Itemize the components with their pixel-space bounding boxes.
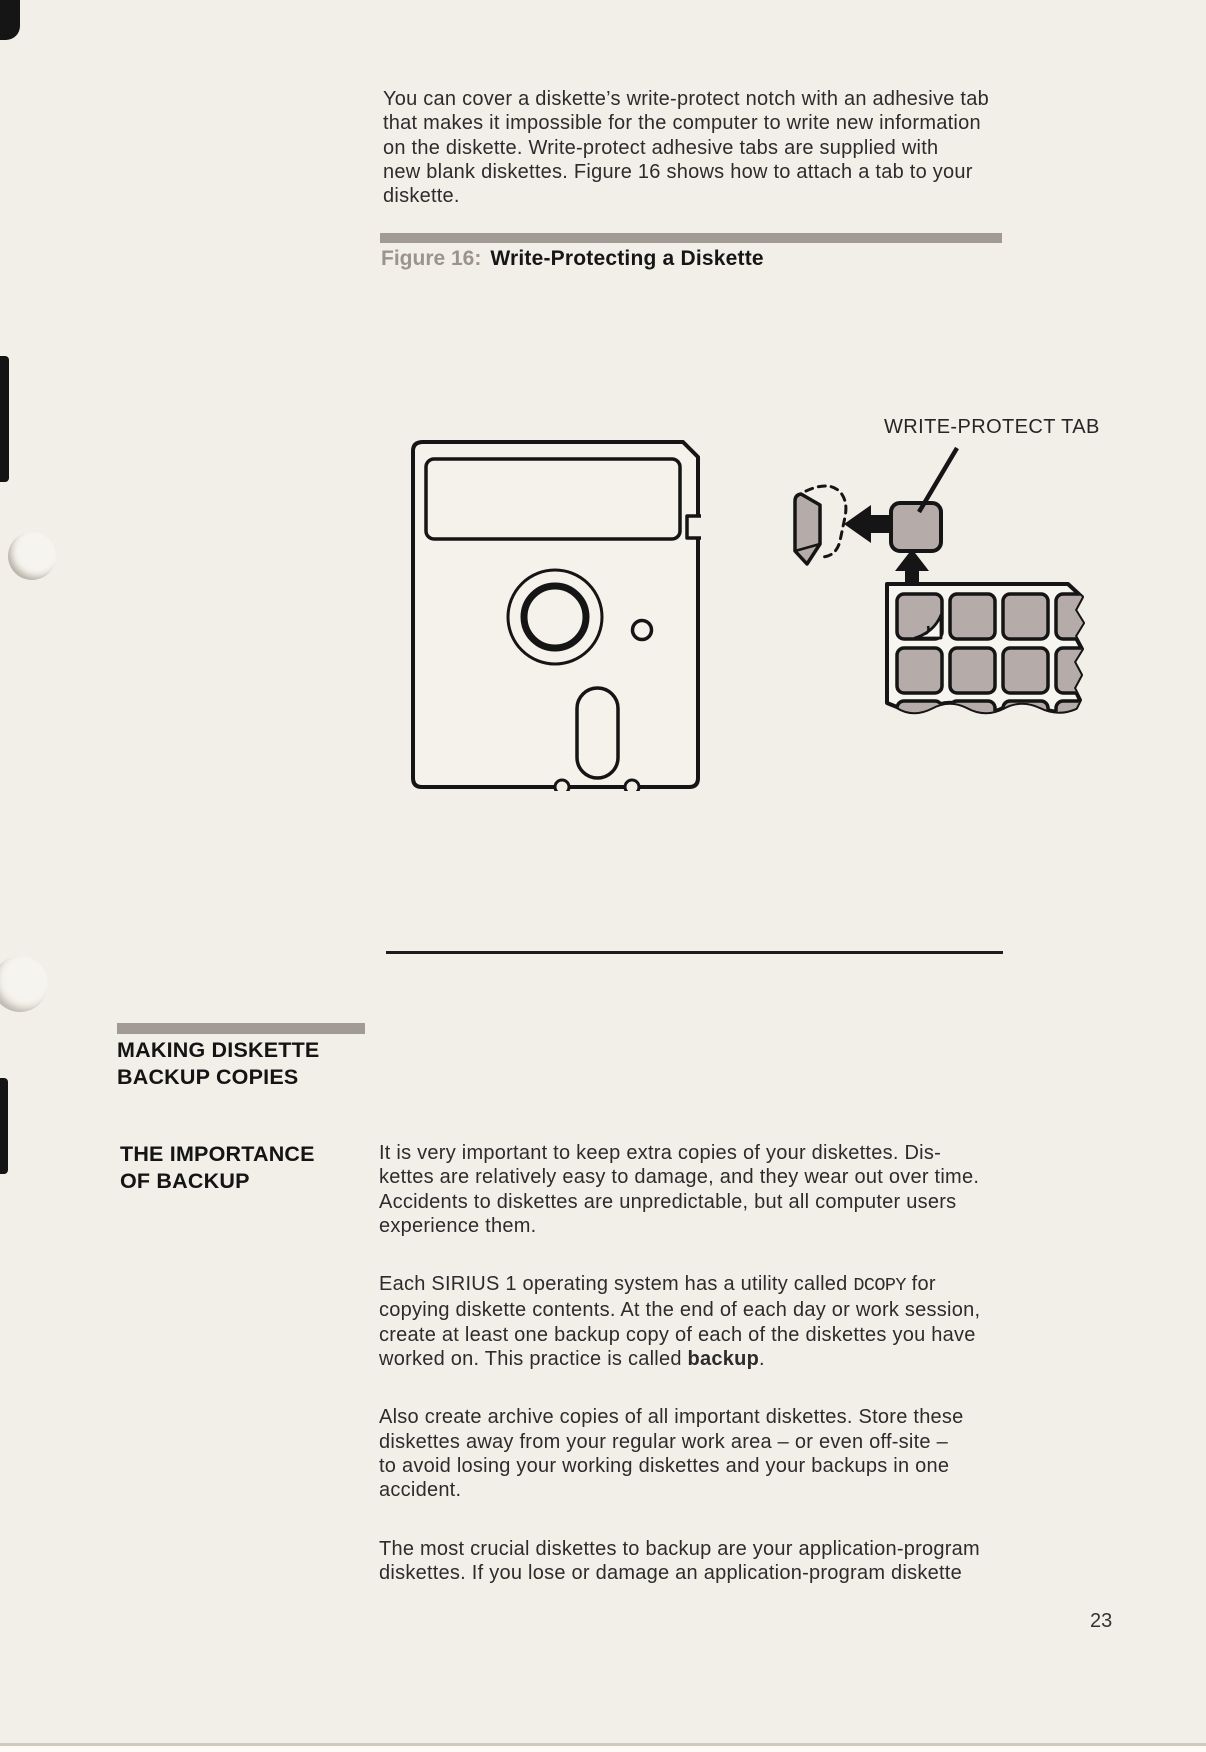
body-paragraph-2: [379, 1272, 980, 1371]
text-segment: Each SIRIUS 1 operating system has a utility called: [379, 1273, 854, 1296]
diskette-body: [413, 442, 698, 787]
tab-sheet-tab: [1003, 594, 1048, 639]
text-line: kettes are relatively easy to damage, and they wear out over time.: [379, 1166, 980, 1189]
bottom-notch: [555, 780, 569, 794]
text-line: [379, 1272, 980, 1298]
write-protect-notch: [687, 516, 701, 538]
text-line: You can cover a diskette’s write-protect notch with an adhesive tab: [383, 88, 989, 110]
tab-sheet-tab: [897, 648, 942, 693]
scan-artifact-strip: [0, 356, 9, 482]
body-column: [379, 1141, 980, 1619]
heading-line: OF BACKUP: [120, 1169, 250, 1193]
text-line: Accidents to diskettes are unpredictable, but all computer users: [379, 1190, 957, 1213]
hub-outer-ring: [508, 570, 602, 664]
tab-sheet-tab: [1056, 648, 1101, 693]
text-line: The most crucial diskettes to backup are your application-program: [379, 1537, 980, 1560]
callout-line: [919, 448, 957, 512]
text-segment: .: [759, 1348, 765, 1371]
text-line: experience them.: [379, 1214, 537, 1237]
peeled-corner-curl: [923, 626, 928, 634]
tab-sheet-tab: [1056, 594, 1101, 639]
section-heading: [117, 1037, 319, 1091]
bottom-notch: [625, 780, 639, 794]
intro-paragraph: [383, 87, 989, 208]
heading-line: THE IMPORTANCE: [120, 1142, 315, 1166]
tab-sheet-tab: [897, 701, 942, 746]
text-line: diskette.: [383, 185, 460, 208]
figure-label: Figure 16:: [381, 247, 482, 270]
tab-sheet-tab: [950, 594, 995, 639]
hub-inner-ring: [524, 586, 586, 648]
read-write-slot: [577, 688, 618, 778]
tab-sheet-tab: [1003, 648, 1048, 693]
figure-divider-bar: [380, 233, 1002, 243]
up-arrow-icon: [895, 549, 929, 592]
page-edge: [0, 1746, 1206, 1752]
diskette-label-area: [426, 459, 680, 539]
heading-line: BACKUP COPIES: [117, 1065, 299, 1089]
text-line: create at least one backup copy of each of the diskettes you have: [379, 1323, 976, 1346]
peeled-corner: [915, 615, 941, 638]
tab-sheet-tab: [1003, 701, 1048, 746]
side-heading: [120, 1141, 315, 1195]
text-line: copying diskette contents. At the end of each day or work session,: [379, 1299, 981, 1322]
text-segment: worked on. This practice is called: [379, 1348, 688, 1371]
text-line: to avoid losing your working diskettes and your backups in one: [379, 1454, 950, 1477]
body-paragraph-1: [379, 1141, 980, 1238]
hole-punch: [8, 532, 56, 580]
text-line: on the diskette. Write-protect adhesive tabs are supplied with: [383, 136, 939, 159]
tab-sheet-tab: [950, 648, 995, 693]
scan-artifact-corner: [0, 0, 20, 40]
index-hole: [633, 621, 652, 640]
dcopy-command: DCOPY: [853, 1275, 906, 1297]
tab-sheet-tab: [1056, 701, 1101, 746]
text-line: Also create archive copies of all important diskettes. Store these: [379, 1406, 964, 1429]
callout-label: WRITE-PROTECT TAB: [884, 416, 1100, 438]
text-line: accident.: [379, 1479, 462, 1502]
text-line: [379, 1347, 980, 1371]
write-protect-tab: [891, 503, 941, 551]
text-line: It is very important to keep extra copies of your diskettes. Dis-: [379, 1142, 942, 1164]
text-line: diskettes away from your regular work area – or even off-site –: [379, 1430, 948, 1453]
section-bar: [117, 1023, 365, 1034]
text-line: that makes it impossible for the computer to write new information: [383, 112, 981, 135]
left-arrow-icon: [844, 505, 894, 543]
tab-sheet-tab: [950, 701, 995, 746]
figure-title: Write-Protecting a Diskette: [490, 247, 764, 270]
text-line: diskettes. If you lose or damage an application-program diskette: [379, 1561, 962, 1584]
page-number: 23: [1090, 1610, 1113, 1632]
figure-caption: [381, 247, 764, 271]
hole-punch: [0, 956, 48, 1012]
backup-term: backup: [687, 1348, 760, 1371]
text-line: new blank diskettes. Figure 16 shows how to attach a tab to your: [383, 160, 973, 183]
folded-tab-dashed-outline: [806, 486, 846, 557]
heading-line: MAKING DISKETTE: [117, 1038, 320, 1062]
body-paragraph-3: [379, 1405, 980, 1502]
text-segment: for: [905, 1273, 936, 1296]
folded-tab: [795, 494, 820, 564]
tab-sheet: [887, 584, 1083, 712]
notch-mask: [545, 791, 650, 803]
body-paragraph-4: [379, 1537, 980, 1586]
folded-tab-crease: [795, 544, 820, 551]
tab-sheet-tab: [897, 594, 942, 639]
scan-artifact-strip: [0, 1078, 8, 1174]
rule-divider: [386, 951, 1003, 954]
